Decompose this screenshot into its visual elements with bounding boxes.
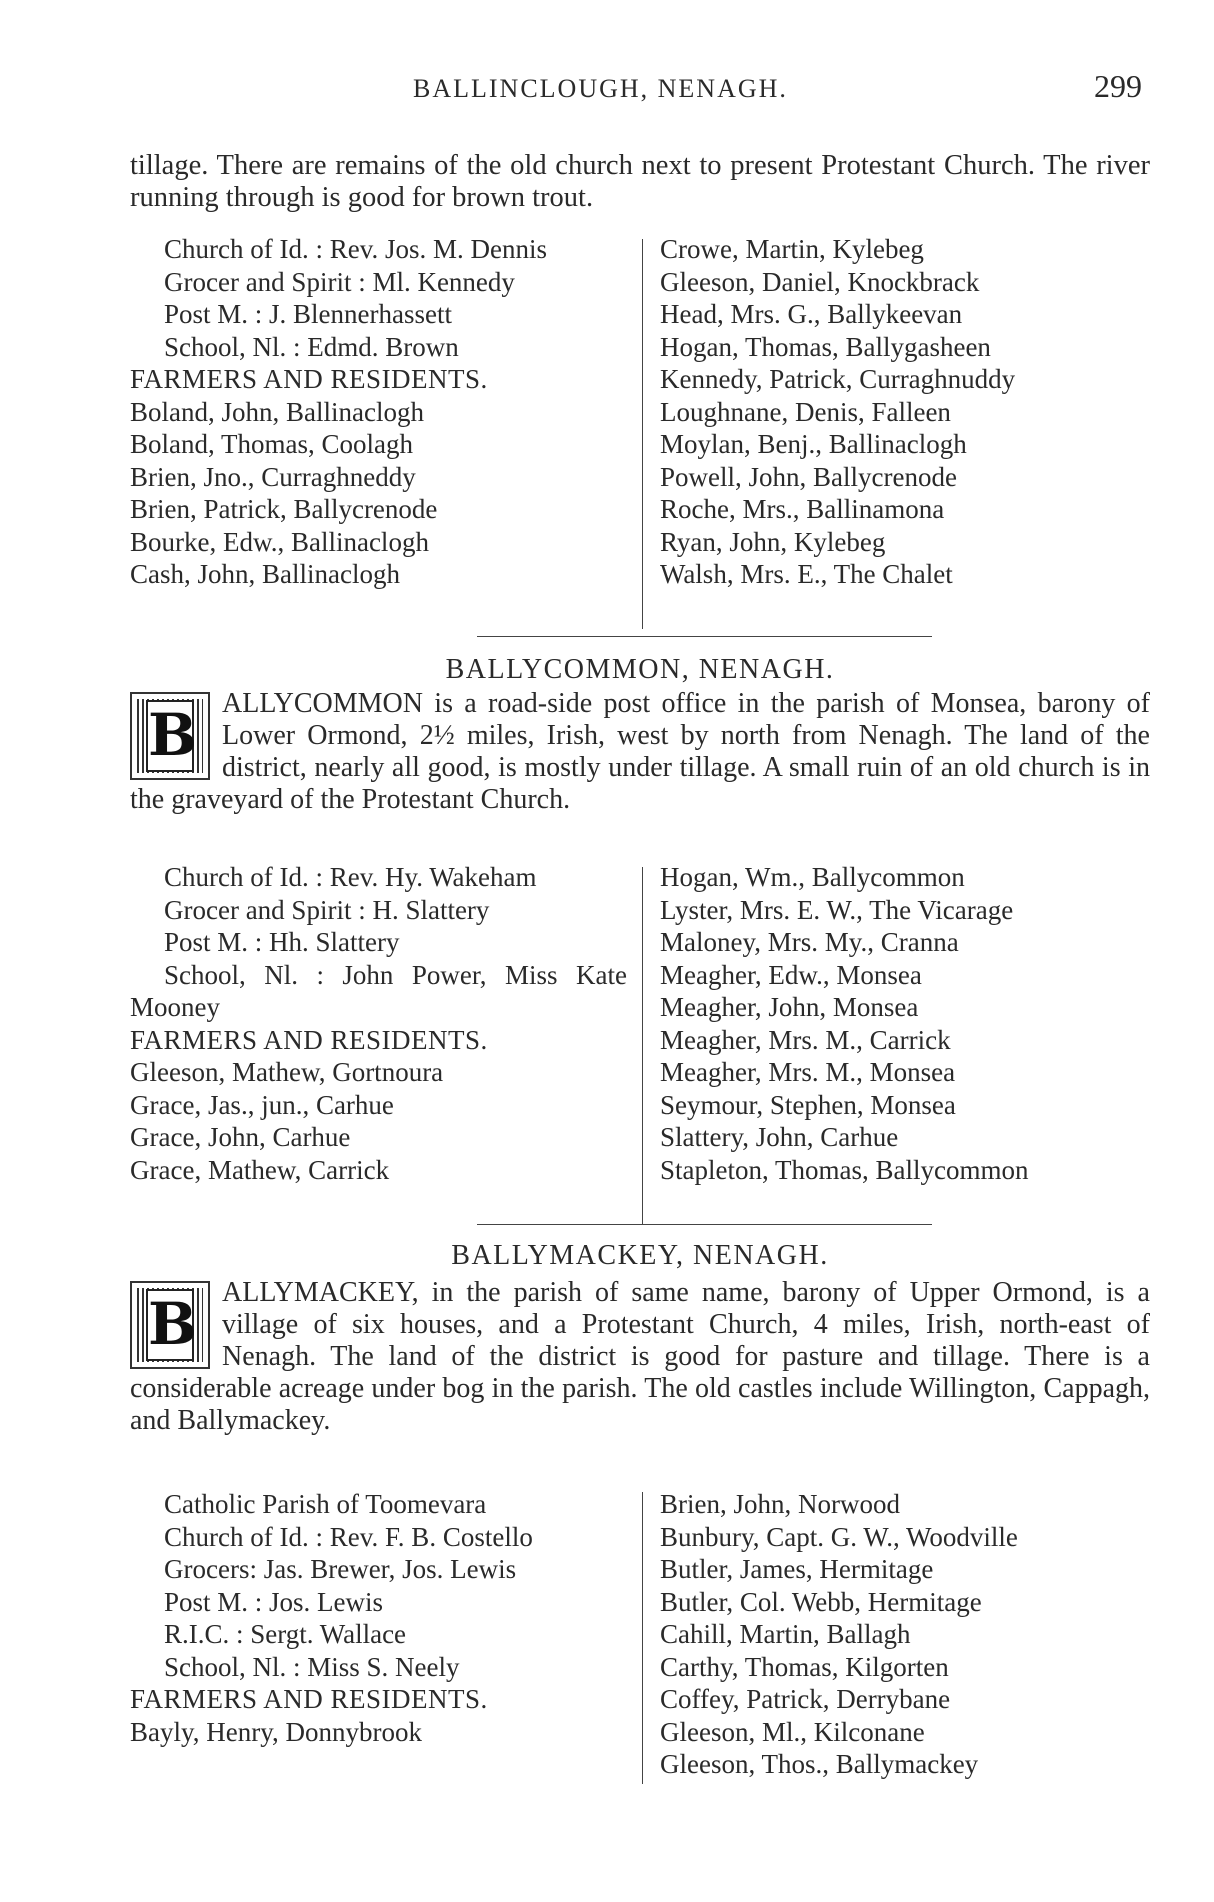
list-item: Bunbury, Capt. G. W., Woodville — [660, 1521, 1018, 1552]
section-subheading: FARMERS AND RESIDENTS. — [130, 1684, 488, 1714]
list-item: Grocer and Spirit : H. Slattery — [164, 894, 490, 925]
dropcap-letter: B — [146, 700, 194, 772]
ballycommon-right-column — [660, 861, 1160, 1186]
list-item: Grace, Jas., jun., Carhue — [130, 1089, 394, 1120]
list-item: Gleeson, Daniel, Knockbrack — [660, 266, 980, 297]
list-item: Post M. : Jos. Lewis — [164, 1586, 384, 1617]
list-item: Brien, Patrick, Ballycrenode — [130, 494, 438, 524]
intro-paragraph: tillage. There are remains of the old church next to present Protestant Church. The river running through is good for brown trout. — [130, 150, 1150, 213]
dropcap-letter: B — [146, 1289, 194, 1361]
list-item: School, Nl. : Edmd. Brown — [164, 331, 459, 362]
dropcap-b — [130, 1281, 210, 1369]
section-paragraph-ballycommon — [130, 688, 1150, 816]
list-item: Crowe, Martin, Kylebeg — [660, 234, 924, 264]
ballymackey-left-column — [130, 1488, 627, 1748]
ballymackey-right-column — [660, 1488, 1160, 1781]
list-item: Brien, John, Norwood — [660, 1489, 900, 1519]
list-item: Walsh, Mrs. E., The Chalet — [660, 559, 953, 589]
list-item: Grace, Mathew, Carrick — [130, 1154, 390, 1185]
list-item: Catholic Parish of Toomevara — [164, 1489, 487, 1519]
ballinclough-left-column — [130, 233, 627, 591]
page-number: 299 — [1094, 68, 1142, 104]
section-title-ballymackey: BALLYMACKEY, NENAGH. — [451, 1240, 829, 1271]
list-item: Ryan, John, Kylebeg — [660, 526, 886, 557]
section-divider — [477, 1224, 932, 1225]
column-divider — [642, 1492, 643, 1784]
list-item: Hogan, Wm., Ballycommon — [660, 862, 965, 892]
running-title: BALLINCLOUGH, NENAGH. — [413, 74, 788, 103]
list-item: Bourke, Edw., Ballinaclogh — [130, 526, 429, 557]
list-item: Meagher, Edw., Monsea — [660, 959, 922, 990]
list-item: Butler, James, Hermitage — [660, 1554, 934, 1584]
list-item: Boland, Thomas, Coolagh — [130, 429, 413, 459]
list-item: Roche, Mrs., Ballinamona — [660, 494, 945, 524]
list-item: Cahill, Martin, Ballagh — [660, 1619, 911, 1649]
list-item: Head, Mrs. G., Ballykeevan — [660, 299, 963, 329]
paragraph-text: ALLYCOMMON is a road-side post office in the parish of Monsea, barony of Lower Ormond, 2½ miles, Irish, west by north from Nenagh. The land of the district, nearly all good, is mostly under tillage. A small ruin of an old church is in the graveyard of the Protestant Church. — [130, 688, 1150, 815]
list-item: Meagher, Mrs. M., Monsea — [660, 1057, 956, 1087]
list-item: Post M. : J. Blennerhassett — [164, 299, 452, 329]
section-subheading: FARMERS AND RESIDENTS. — [130, 1024, 488, 1055]
list-item: Lyster, Mrs. E. W., The Vicarage — [660, 894, 1014, 925]
list-item: Cash, John, Ballinaclogh — [130, 559, 400, 589]
ballycommon-left-column — [130, 861, 627, 1186]
list-item: R.I.C. : Sergt. Wallace — [164, 1619, 407, 1649]
list-item: Carthy, Thomas, Kilgorten — [660, 1651, 949, 1682]
section-subheading: FARMERS AND RESIDENTS. — [130, 364, 488, 394]
list-item: Kennedy, Patrick, Curraghnuddy — [660, 364, 1016, 394]
list-item: Bayly, Henry, Donnybrook — [130, 1716, 422, 1747]
list-item: Gleeson, Mathew, Gortnoura — [130, 1057, 444, 1087]
list-item: Post M. : Hh. Slattery — [164, 927, 400, 957]
list-item: School, Nl. : John Power, Miss Kate Mooney — [130, 959, 627, 1022]
list-item: Meagher, John, Monsea — [660, 992, 919, 1022]
list-item: Boland, John, Ballinaclogh — [130, 396, 424, 427]
paragraph-text: ALLYMACKEY, in the parish of same name, barony of Upper Ormond, is a village of six houses, and a Protestant Church, 4 miles, Irish, north-east of Nenagh. The land of the district is good for pasture and tillage. There is a considerable acreage under bog in the parish. The old castles include Willington, Cappagh, and Ballymackey. — [130, 1277, 1150, 1436]
list-item: Butler, Col. Webb, Hermitage — [660, 1586, 982, 1617]
running-header — [130, 68, 1150, 110]
list-item: Powell, John, Ballycrenode — [660, 461, 957, 492]
list-item: Grocer and Spirit : Ml. Kennedy — [164, 266, 515, 297]
list-item: Hogan, Thomas, Ballygasheen — [660, 331, 991, 362]
list-item: Grocers: Jas. Brewer, Jos. Lewis — [164, 1554, 517, 1584]
list-item: Gleeson, Ml., Kilconane — [660, 1716, 925, 1747]
ballinclough-right-column — [660, 233, 1160, 591]
list-item: Church of Id. : Rev. Hy. Wakeham — [164, 862, 537, 892]
list-item: Stapleton, Thomas, Ballycommon — [660, 1154, 1029, 1185]
list-item: Slattery, John, Carhue — [660, 1122, 899, 1152]
list-item: School, Nl. : Miss S. Neely — [164, 1651, 460, 1682]
dropcap-b — [130, 692, 210, 780]
list-item: Grace, John, Carhue — [130, 1122, 351, 1152]
list-item: Seymour, Stephen, Monsea — [660, 1089, 956, 1120]
list-item: Maloney, Mrs. My., Cranna — [660, 927, 959, 957]
column-divider — [642, 867, 643, 1224]
list-item: Coffey, Patrick, Derrybane — [660, 1684, 951, 1714]
list-item: Loughnane, Denis, Falleen — [660, 396, 951, 427]
list-item: Brien, Jno., Curraghneddy — [130, 461, 416, 492]
list-item: Church of Id. : Rev. F. B. Costello — [164, 1521, 533, 1552]
list-item: Moylan, Benj., Ballinaclogh — [660, 429, 967, 459]
list-item: Gleeson, Thos., Ballymackey — [660, 1749, 979, 1779]
section-title-ballycommon: BALLYCOMMON, NENAGH. — [445, 654, 835, 685]
column-divider — [642, 239, 643, 629]
section-paragraph-ballymackey — [130, 1277, 1150, 1437]
section-divider — [477, 636, 932, 637]
list-item: Meagher, Mrs. M., Carrick — [660, 1024, 951, 1055]
list-item: Church of Id. : Rev. Jos. M. Dennis — [164, 234, 547, 264]
